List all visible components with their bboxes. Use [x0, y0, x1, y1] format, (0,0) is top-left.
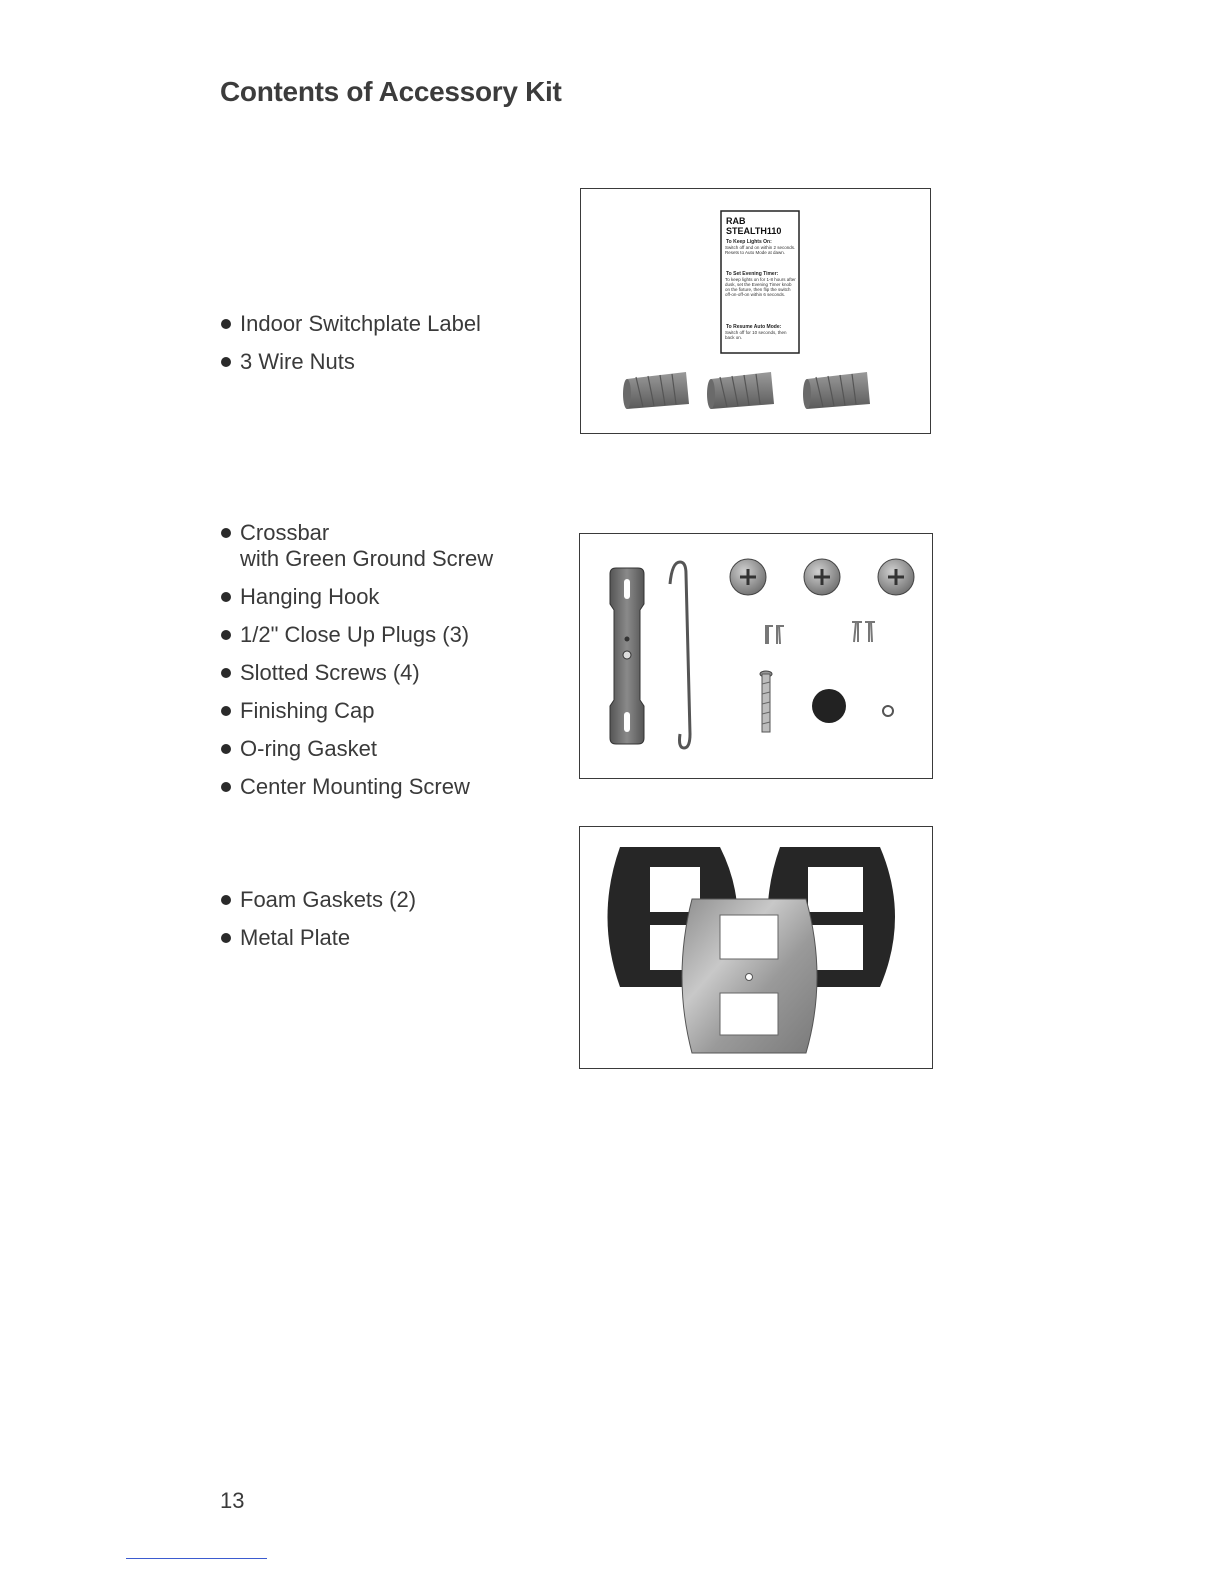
list-item: Center Mounting Screw — [220, 774, 493, 800]
center-mounting-screw-icon — [760, 671, 772, 732]
photo-gaskets-and-plate — [579, 826, 933, 1069]
hanging-hook-icon — [670, 562, 690, 748]
photo-label-and-wire-nuts — [580, 188, 931, 434]
list-item: Metal Plate — [220, 925, 416, 951]
kit-list-group-1 — [220, 311, 481, 387]
crossbar-icon — [610, 568, 644, 744]
list-item: Finishing Cap — [220, 698, 493, 724]
photo-mounting-hardware-illustration — [580, 534, 932, 778]
footer-divider — [126, 1558, 267, 1559]
label-heading-2: To Set Evening Timer: — [726, 271, 779, 277]
label-text-2: To keep lights on for 1-8 hours after dusk, set the Evening Timer knob on the fixture, then flip the switch off-on-off-on within 6 seconds. — [725, 277, 796, 297]
list-item-line: Crossbar — [240, 520, 330, 545]
kit-list-group-3 — [220, 887, 416, 963]
close-up-plug-icon — [804, 559, 840, 595]
o-ring-gasket-icon — [883, 706, 893, 716]
list-item: O-ring Gasket — [220, 736, 493, 762]
list-item: Foam Gaskets (2) — [220, 887, 416, 913]
label-heading-1: To Keep Lights On: — [726, 239, 772, 245]
label-model: STEALTH110 — [726, 226, 782, 236]
slotted-screw-icon — [765, 626, 784, 644]
close-up-plug-icon — [730, 559, 766, 595]
metal-plate-icon — [682, 899, 817, 1053]
wire-nut-icon — [623, 372, 689, 409]
label-text-1: Switch off and on within 2 seconds. Resets to Auto Mode at dawn. — [725, 245, 796, 255]
list-item: 1/2" Close Up Plugs (3) — [220, 622, 493, 648]
wire-nut-icon — [803, 372, 870, 409]
close-up-plug-icon — [878, 559, 914, 595]
list-item: Indoor Switchplate Label — [220, 311, 481, 337]
label-brand: RAB — [726, 216, 746, 226]
label-heading-3: To Resume Auto Mode: — [726, 324, 782, 330]
switchplate-label-card — [721, 211, 799, 353]
page-number: 13 — [220, 1488, 245, 1513]
wire-nut-icon — [707, 372, 774, 409]
list-item-line: with Green Ground Screw — [240, 546, 494, 571]
list-item: Slotted Screws (4) — [220, 660, 493, 686]
photo-mounting-hardware — [579, 533, 933, 779]
page-title: Contents of Accessory Kit — [220, 76, 562, 107]
list-item: Hanging Hook — [220, 584, 493, 610]
kit-list-group-2 — [220, 520, 493, 812]
photo-label-and-wire-nuts-illustration — [581, 189, 930, 433]
list-item — [220, 520, 493, 572]
label-text-3: Switch off for 10 seconds, then back on. — [725, 330, 787, 340]
slotted-screw-icon — [852, 622, 875, 642]
finishing-cap-icon — [812, 689, 846, 723]
photo-gaskets-and-plate-illustration — [580, 827, 932, 1068]
list-item: 3 Wire Nuts — [220, 349, 481, 375]
